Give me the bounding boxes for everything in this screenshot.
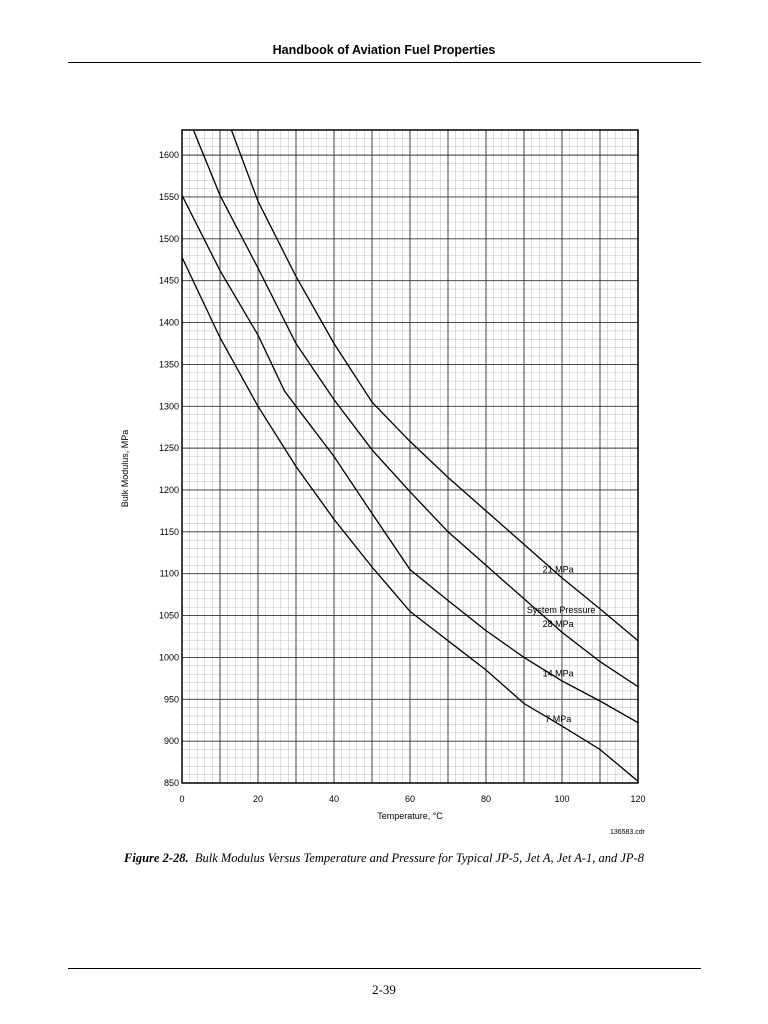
y-tick-label: 1500 <box>158 233 179 244</box>
series-labels <box>527 565 596 724</box>
x-tick-labels <box>179 794 645 804</box>
y-tick-label: 900 <box>163 736 179 747</box>
figure-file-tag: 136583.cdr <box>609 829 645 836</box>
y-tick-label: 1400 <box>158 317 179 328</box>
x-tick-label: 120 <box>630 794 646 804</box>
y-tick-label: 1250 <box>158 443 179 454</box>
footer-rule <box>68 968 701 969</box>
y-tick-label: 1550 <box>158 191 179 202</box>
y-tick-label: 1100 <box>159 568 179 579</box>
series-label: 28 MPa <box>542 618 574 629</box>
y-tick-label: 1050 <box>158 610 179 621</box>
page-number: 2-39 <box>372 982 396 997</box>
y-tick-label: 1000 <box>158 652 179 663</box>
series-label: 14 MPa <box>542 668 574 679</box>
x-tick-label: 100 <box>554 794 570 804</box>
x-tick-label: 40 <box>328 794 340 804</box>
x-tick-label: 60 <box>404 794 416 804</box>
y-tick-label: 1450 <box>158 275 179 286</box>
legend-title: System Pressure <box>526 604 596 615</box>
x-tick-label: 0 <box>179 794 185 804</box>
series-label: 21 MPa <box>542 564 574 575</box>
y-tick-label: 850 <box>163 778 179 788</box>
figure-caption-text: Bulk Modulus Versus Temperature and Pressure for Typical JP-5, Jet A, Jet A-1, and JP-8 <box>194 851 644 865</box>
x-tick-label: 80 <box>480 794 492 804</box>
y-tick-label: 1300 <box>158 401 179 412</box>
series-label: 7 MPa <box>545 713 572 724</box>
y-tick-label: 1150 <box>159 526 179 537</box>
figure-caption <box>0 851 768 866</box>
y-axis-label: Bulk Modulus, MPa <box>120 429 130 508</box>
running-header-title: Handbook of Aviation Fuel Properties <box>272 43 496 57</box>
y-tick-label: 1200 <box>158 484 179 495</box>
y-tick-label: 950 <box>163 694 179 705</box>
y-tick-label: 1350 <box>158 359 179 370</box>
y-tick-labels <box>159 150 179 788</box>
figure-label: Figure 2-28. <box>124 851 189 865</box>
y-tick-label: 1600 <box>158 150 179 161</box>
x-axis-label: Temperature, °C <box>377 811 443 821</box>
x-tick-label: 20 <box>252 794 264 804</box>
